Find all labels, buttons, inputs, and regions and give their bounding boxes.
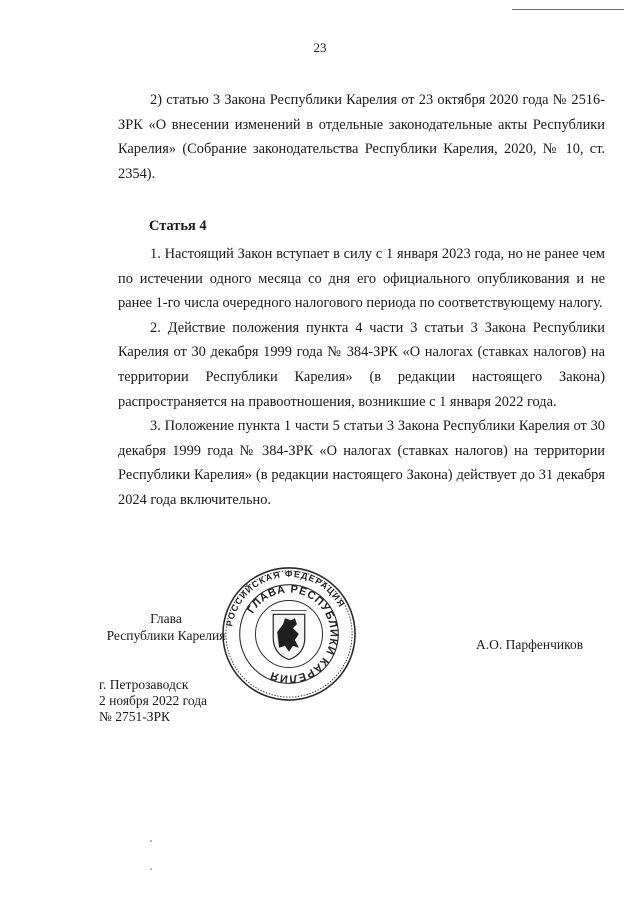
scan-speck <box>150 868 152 870</box>
article-paragraph-3: 3. Положение пункта 1 части 5 статьи 3 Закона Республики Карелия от 30 декабря 1999 года № 384-ЗРК «О налогах (ставках налогов) на территории Республики Карелия» (в редакции настоящего Закона) действует до 31 декабря 2024 года включительно. <box>118 418 605 508</box>
amendment-paragraph <box>118 88 605 186</box>
signer-name: А.О. Парфенчиков <box>476 637 584 652</box>
amendment-text: 2) статью 3 Закона Республики Карелия от 23 октября 2020 года № 2516-ЗРК «О внесении изменений в отдельные законодательные акты Республики Карелия» (Собрание законодательства Республики Карелия, 2020, № 10, ст. 2354). <box>118 92 605 182</box>
article-body <box>118 242 605 513</box>
signer-title <box>100 610 232 644</box>
page-number: 23 <box>313 40 327 55</box>
city-line: г. Петрозаводск <box>99 677 189 692</box>
article-paragraph-1: 1. Настоящий Закон вступает в силу с 1 января 2023 года, но не ранее чем по истечении одного месяца со дня его официального опубликования и не ранее 1-го числа очередного налогового периода по соответствующему налогу. <box>118 246 605 312</box>
coat-of-arms-emblem <box>271 610 306 659</box>
scan-speck <box>150 840 152 842</box>
law-number-line: № 2751-ЗРК <box>99 709 171 725</box>
article-paragraph-2: 2. Действие положения пункта 4 части 3 статьи 3 Закона Республики Карелия от 30 декабря 1999 года № 384-ЗРК «О налогах (ставках налогов) на территории Республики Карелия» (в редакции настоящего Закона) распространяется на правоотношения, возникшие с 1 января 2022 года. <box>118 319 605 410</box>
seal-outer-text: РОССИЙСКАЯ ФЕДЕРАЦИЯ <box>224 568 348 628</box>
signer-title-line-2: Республики Карелия <box>106 628 226 643</box>
article-heading: Статья 4 <box>149 218 207 234</box>
place-date-block <box>99 677 207 726</box>
official-seal <box>220 565 358 703</box>
signer-title-line-1: Глава <box>150 611 182 626</box>
seal-inner-text: ГЛАВА РЕСПУБЛИКИ КАРЕЛИЯ <box>245 583 340 685</box>
header-rule <box>512 9 624 10</box>
date-line: 2 ноября 2022 года <box>99 693 208 709</box>
